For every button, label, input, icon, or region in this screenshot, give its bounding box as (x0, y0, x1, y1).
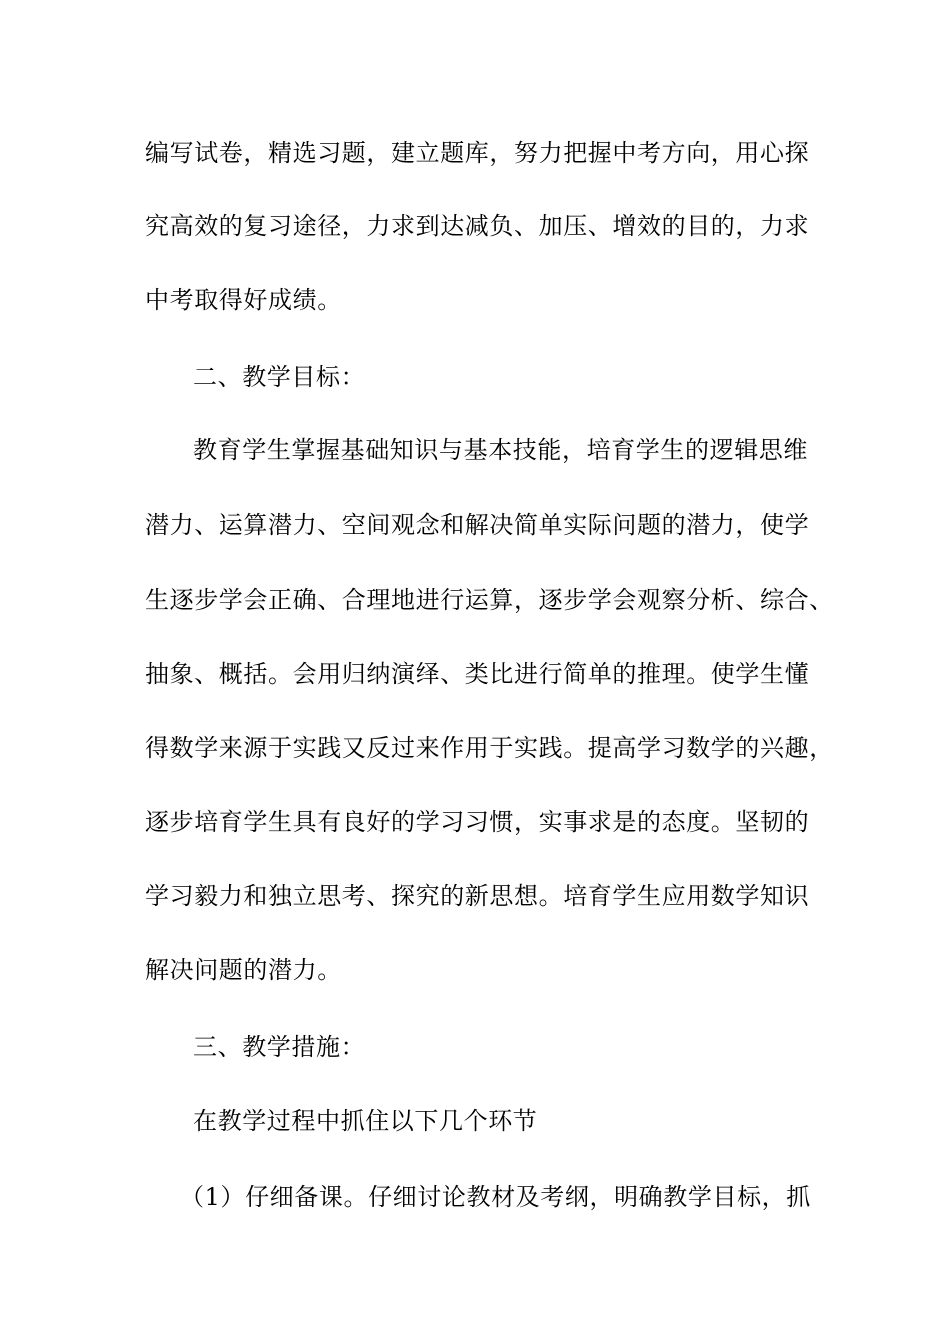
paragraph-line-6: 生逐步学会正确、合理地进行运算，逐步学会观察分析、综合、 (145, 586, 834, 614)
paragraph-line-4: 教育学生掌握基础知识与基本技能，培育学生的逻辑思维 (193, 436, 808, 464)
paragraph-line-11: 解决问题的潜力。 (145, 956, 342, 984)
paragraph-line-5: 潜力、运算潜力、空间观念和解决简单实际问题的潜力，使学 (145, 511, 810, 539)
paragraph-line-8: 得数学来源于实践又反过来作用于实践。提高学习数学的兴趣， (145, 734, 834, 762)
list-item-1: （1）仔细备课。仔细讨论教材及考纲，明确教学目标，抓 (180, 1183, 811, 1211)
paragraph-line-2: 究高效的复习途径，力求到达减负、加压、增效的目的，力求 (145, 212, 810, 240)
paragraph-line-12: 在教学过程中抓住以下几个环节 (193, 1107, 538, 1135)
paragraph-line-3: 中考取得好成绩。 (145, 286, 342, 314)
section-heading-teaching-goals: 二、教学目标： (193, 363, 366, 391)
paragraph-line-9: 逐步培育学生具有良好的学习习惯，实事求是的态度。坚韧的 (145, 808, 810, 836)
section-heading-teaching-measures: 三、教学措施： (193, 1033, 366, 1061)
paragraph-line-10: 学习毅力和独立思考、探究的新思想。培育学生应用数学知识 (145, 882, 810, 910)
paragraph-line-1: 编写试卷，精选习题，建立题库，努力把握中考方向，用心探 (145, 139, 810, 167)
paragraph-line-7: 抽象、概括。会用归纳演绎、类比进行简单的推理。使学生懂 (145, 660, 810, 688)
